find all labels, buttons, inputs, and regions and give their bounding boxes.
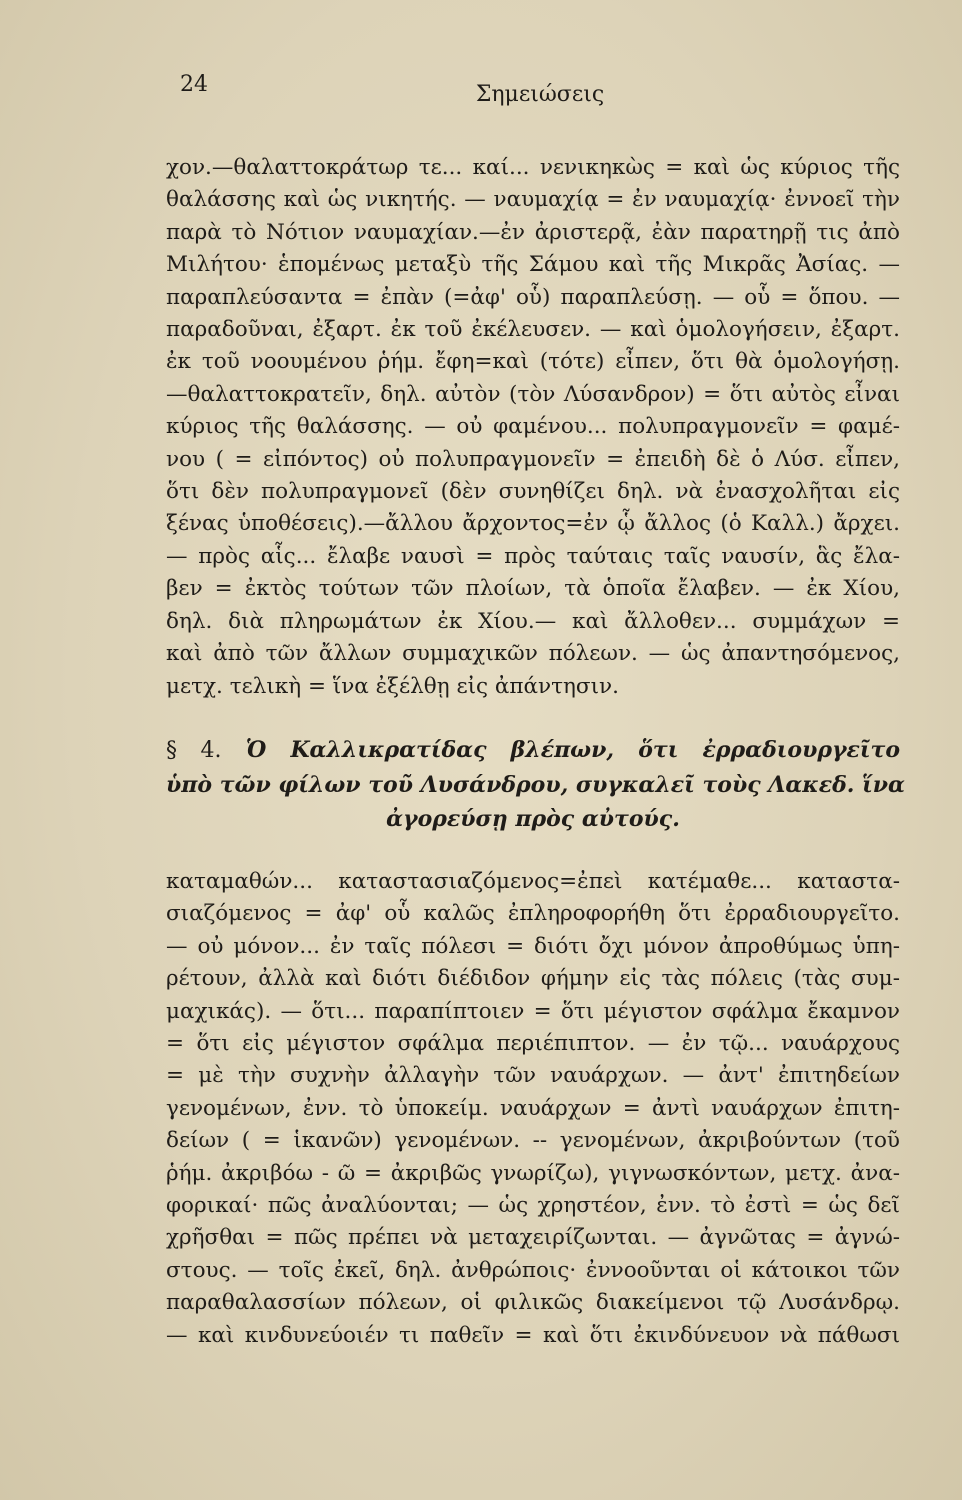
text-line: παραπλεύσαντα = ἐπὰν (=ἀφ' οὗ) παραπλεύσῃ. — οὗ = ὅπου. — xyxy=(166,284,900,310)
notes-block-1 xyxy=(166,152,900,703)
text-line: κύριος τῆς θαλάσσης. — οὐ φαμένου... πολυπραγμονεῖν = φαμέ- xyxy=(166,414,900,440)
running-title: Σημειώσεις xyxy=(475,82,605,107)
section-title-part: Ὁ Καλλικρατίδας βλέπων, ὅτι ἐρραδιουργεῖτο xyxy=(245,736,900,763)
section-heading-line: ὑπὸ τῶν φίλων τοῦ Λυσάνδρου, συγκαλεῖ τοὺς Λακεδ. ἵνα xyxy=(166,771,905,798)
text-line: παραθαλασσίων πόλεων, οἱ φιλικῶς διακείμενοι τῷ Λυσάνδρῳ. xyxy=(166,1290,900,1316)
text-line: φορικαί· πῶς ἀναλύονται; — ὡς χρηστέον, ἐνν. τὸ ἐστὶ = ὡς δεῖ xyxy=(166,1192,900,1218)
text-line: — οὐ μόνον... ἐν ταῖς πόλεσι = διότι ὄχι μόνον ἀπροθύμως ὑπη- xyxy=(166,933,900,959)
text-line: — πρὸς αἷς... ἔλαβε ναυσὶ = πρὸς ταύταις ταῖς ναυσίν, ἃς ἔλα- xyxy=(166,543,900,569)
section-mark: § 4. xyxy=(166,737,222,763)
text-line: στους. — τοῖς ἐκεῖ, δηλ. ἀνθρώποις· ἐννοοῦνται οἱ κάτοικοι τῶν xyxy=(166,1257,900,1283)
page-number: 24 xyxy=(180,72,208,97)
text-line: παραδοῦναι, ἐξαρτ. ἐκ τοῦ ἐκέλευσεν. — καὶ ὁμολογήσειν, ἐξαρτ. xyxy=(166,317,900,343)
text-line: ξένας ὑποθέσεις).—ἄλλου ἄρχοντος=ἐν ᾧ ἄλλος (ὁ Καλλ.) ἄρχει. xyxy=(166,511,900,537)
text-line: μετχ. τελικὴ = ἵνα ἐξέλθῃ εἰς ἀπάντησιν. xyxy=(166,673,619,699)
text-line: καὶ ἀπὸ τῶν ἄλλων συμμαχικῶν πόλεων. — ὡς ἀπαντησόμενος, xyxy=(166,641,900,667)
text-line: βεν = ἐκτὸς τούτων τῶν πλοίων, τὰ ὁποῖα ἔλαβεν. — ἐκ Χίου, xyxy=(166,576,900,602)
text-line: νου ( = εἰπόντος) οὐ πολυπραγμονεῖν = ἐπειδὴ δὲ ὁ Λύσ. εἶπεν, xyxy=(166,446,900,472)
section-heading-line: ἀγορεύσῃ πρὸς αὐτούς. xyxy=(386,805,680,832)
page-header xyxy=(180,72,900,112)
text-line: καταμαθών... καταστασιαζόμενος=ἐπεὶ κατέμαθε... καταστα- xyxy=(166,868,900,894)
text-line: ῥήμ. ἀκριβόω - ῶ = ἀκριβῶς γνωρίζω), γιγνωσκόντων, μετχ. ἀνα- xyxy=(166,1160,900,1186)
text-line: Μιλήτου· ἑπομένως μεταξὺ τῆς Σάμου καὶ τῆς Μικρᾶς Ἀσίας. — xyxy=(166,252,900,278)
text-line: χρῆσθαι = πῶς πρέπει νὰ μεταχειρίζωνται. — ἀγνῶτας = ἀγνώ- xyxy=(166,1225,900,1251)
text-line: ἐκ τοῦ νοουμένου ῥήμ. ἔφη=καὶ (τότε) εἶπεν, ὅτι θὰ ὁμολογήσῃ. xyxy=(166,349,900,375)
section-heading-line xyxy=(166,733,900,768)
text-line: δείων ( = ἱκανῶν) γενομένων. -- γενομένων, ἀκριβούντων (τοῦ xyxy=(166,1128,900,1154)
text-line: — καὶ κινδυνεύοιέν τι παθεῖν = καὶ ὅτι ἐκινδύνευον νὰ πάθωσι xyxy=(166,1322,900,1348)
text-line: χον.—θαλαττοκράτωρ τε... καί... νενικηκὼς = καὶ ὡς κύριος τῆς xyxy=(166,155,900,180)
text-line: θαλάσσης καὶ ὡς νικητής. — ναυμαχίᾳ = ἐν ναυμαχίᾳ· ἐννοεῖ τὴν xyxy=(166,187,900,213)
text-line: γενομένων, ἐνν. τὸ ὑποκείμ. ναυάρχων = ἀντὶ ναυάρχων ἐπιτη- xyxy=(166,1095,900,1121)
notes-block-2 xyxy=(166,866,900,1352)
text-line: παρὰ τὸ Νότιον ναυμαχίαν.—ἐν ἀριστερᾷ, ἐὰν παρατηρῇ τις ἀπὸ xyxy=(166,219,900,245)
text-line: ὅτι δὲν πολυπραγμονεῖ (δὲν συνηθίζει δηλ. νὰ ἐνασχολῆται εἰς xyxy=(166,479,900,505)
page-body xyxy=(166,152,905,1352)
text-line: μαχικάς). — ὅτι... παραπίπτοιεν = ὅτι μέγιστον σφάλμα ἔκαμνον xyxy=(166,998,900,1024)
text-line: = ὅτι εἰς μέγιστον σφάλμα περιέπιπτον. — ἐν τῷ... ναυάρχους xyxy=(166,1030,900,1056)
section-heading xyxy=(166,733,905,836)
text-line: = μὲ τὴν συχνὴν ἀλλαγὴν τῶν ναυάρχων. — ἀντ' ἐπιτηδείων xyxy=(166,1063,900,1089)
text-line: —θαλαττοκρατεῖν, δηλ. αὐτὸν (τὸν Λύσανδρον) = ὅτι αὐτὸς εἶναι xyxy=(166,381,900,407)
text-line: δηλ. διὰ πληρωμάτων ἐκ Χίου.— καὶ ἄλλοθεν... συμμάχων = xyxy=(166,608,900,634)
text-line: σιαζόμενος = ἀφ' οὗ καλῶς ἐπληροφορήθη ὅτι ἐρραδιουργεῖτο. xyxy=(166,901,900,927)
text-line: ρέτουν, ἀλλὰ καὶ διότι διέδιδον φήμην εἰς τὰς πόλεις (τὰς συμ- xyxy=(166,966,900,992)
